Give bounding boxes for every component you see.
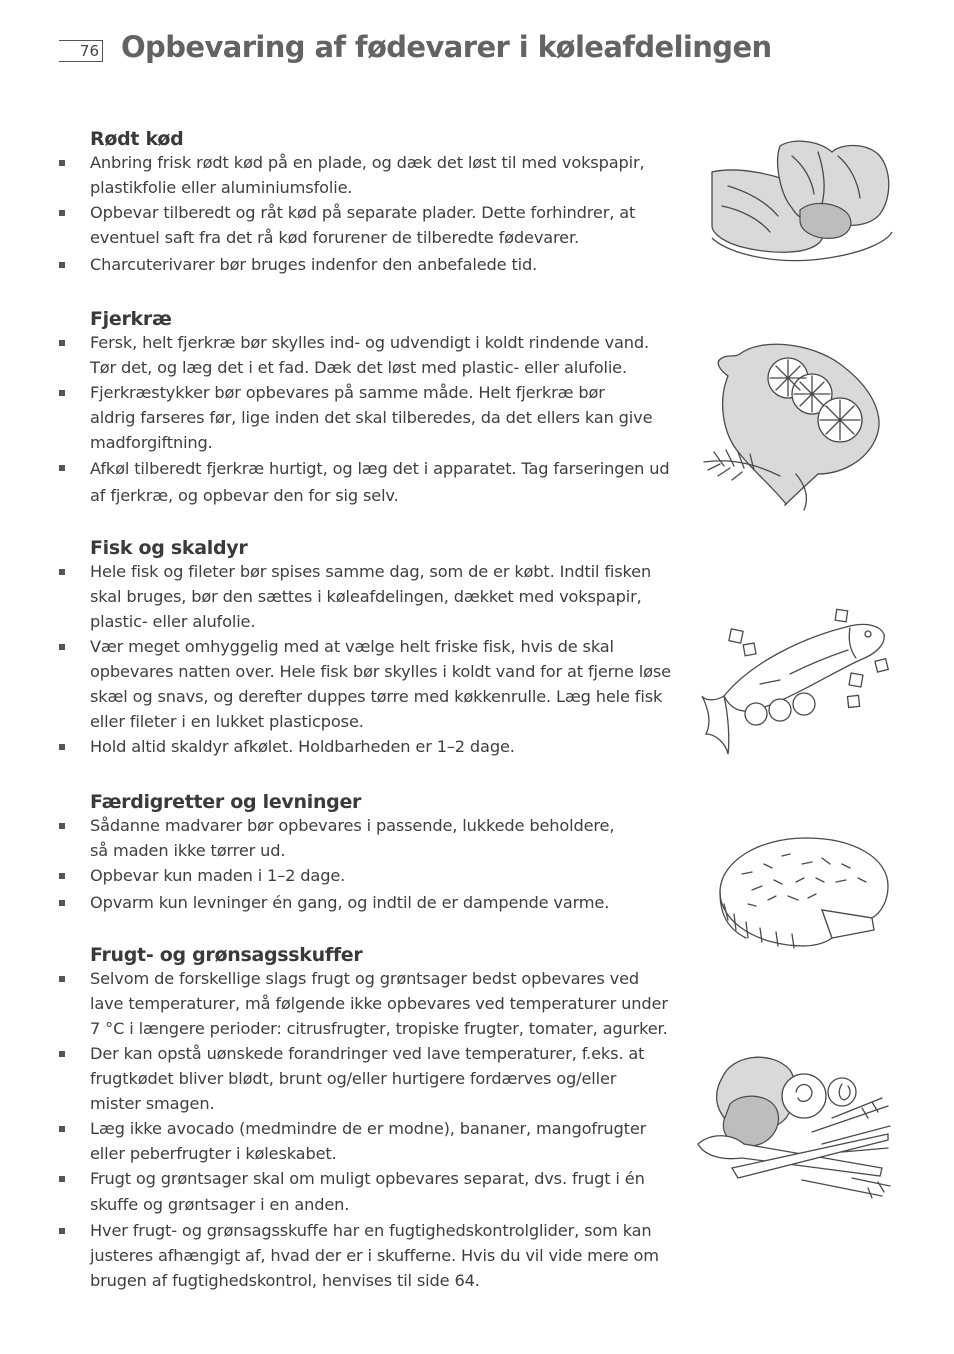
bullet-list bbox=[0, 813, 700, 915]
bullet-list bbox=[0, 330, 700, 509]
list-item: Charcuterivarer bør bruges indenfor den anbefalede tid. bbox=[90, 252, 696, 277]
list-item: Opvarm kun levninger én gang, og indtil de er dampende varme. bbox=[90, 890, 696, 915]
section-heading: Fisk og skaldyr bbox=[90, 537, 248, 559]
section-poultry bbox=[0, 308, 700, 509]
list-item: Fjerkræstykker bør opbevares på samme måde. Helt fjerkræ bør aldrig farseres før, lige inden det skal tilberedes, da det ellers kan give madforgiftning. bbox=[90, 380, 696, 455]
list-item: Sådanne madvarer bør opbevares i passende, lukkede beholdere, så maden ikke tørrer ud. bbox=[90, 813, 696, 863]
page-title: Opbevaring af fødevarer i køleafdelingen bbox=[121, 30, 772, 64]
list-item: Afkøl tilberedt fjerkræ hurtigt, og læg det i apparatet. Tag farseringen ud af fjerkræ, og opbevar den for sig selv. bbox=[90, 455, 696, 509]
list-item: Læg ikke avocado (medmindre de er modne), bananer, mangofrugter eller peberfrugter i køleskabet. bbox=[90, 1116, 696, 1166]
section-heading: Frugt- og grønsagsskuffer bbox=[90, 944, 363, 966]
section-ready-meals bbox=[0, 791, 700, 915]
vegetables-illustration bbox=[692, 1048, 892, 1204]
fish-illustration bbox=[700, 604, 892, 758]
list-item: Der kan opstå uønskede forandringer ved lave temperaturer, f.eks. at frugtkødet bliver blødt, brunt og/eller hurtigere fordærves og/eller mister smagen. bbox=[90, 1041, 696, 1116]
section-red-meat bbox=[0, 128, 700, 277]
bullet-list bbox=[0, 150, 700, 277]
list-item: Hold altid skaldyr afkølet. Holdbarheden er 1–2 dage. bbox=[90, 734, 696, 759]
list-item: Opbevar kun maden i 1–2 dage. bbox=[90, 863, 696, 888]
quiche-illustration bbox=[712, 834, 894, 952]
bullet-list bbox=[0, 966, 700, 1293]
section-heading: Rødt kød bbox=[90, 128, 184, 150]
section-heading: Fjerkræ bbox=[90, 308, 172, 330]
list-item: Hele fisk og fileter bør spises samme dag, som de er købt. Indtil fisken skal bruges, bør den sættes i køleafdelingen, dækket med vokspapir, plastic- eller alufolie. bbox=[90, 559, 696, 634]
section-fish-seafood bbox=[0, 537, 700, 759]
list-item: Frugt og grøntsager skal om muligt opbevares separat, dvs. frugt i én skuffe og grøntsager i en anden. bbox=[90, 1166, 696, 1218]
page-number: 76 bbox=[59, 40, 103, 62]
bullet-list bbox=[0, 559, 700, 759]
section-fruit-vegetable-drawers bbox=[0, 944, 700, 1293]
section-heading: Færdigretter og levninger bbox=[90, 791, 362, 813]
list-item: Vær meget omhyggelig med at vælge helt friske fisk, hvis de skal opbevares natten over. Hele fisk bør skylles i koldt vand for at fjerne løse skæl og snavs, og derefter duppes tørre med køkkenrulle. Læg hele fisk eller fileter i en lukket plasticpose. bbox=[90, 634, 696, 734]
list-item: Hver frugt- og grønsagsskuffe har en fugtighedskontrolglider, som kan justeres afhængigt af, hvad der er i skufferne. Hvis du vil vide mere om brugen af fugtighedskontrol, henvises til side 64. bbox=[90, 1218, 696, 1293]
list-item: Selvom de forskellige slags frugt og grøntsager bedst opbevares ved lave temperaturer, må følgende ikke opbevares ved temperaturer under 7 °C i længere perioder: citrusfrugter, tropiske frugter, tomater, agurker. bbox=[90, 966, 696, 1041]
poultry-illustration bbox=[700, 334, 892, 514]
list-item: Opbevar tilberedt og råt kød på separate plader. Dette forhindrer, at eventuel saft fra det rå kød forurener de tilberedte fødevarer. bbox=[90, 200, 696, 250]
meat-illustration bbox=[708, 136, 898, 268]
list-item: Fersk, helt fjerkræ bør skylles ind- og udvendigt i koldt rindende vand. Tør det, og læg det i et fad. Dæk det løst med plastic- eller alufolie. bbox=[90, 330, 696, 380]
list-item: Anbring frisk rødt kød på en plade, og dæk det løst til med vokspapir, plastikfolie eller aluminiumsfolie. bbox=[90, 150, 696, 200]
